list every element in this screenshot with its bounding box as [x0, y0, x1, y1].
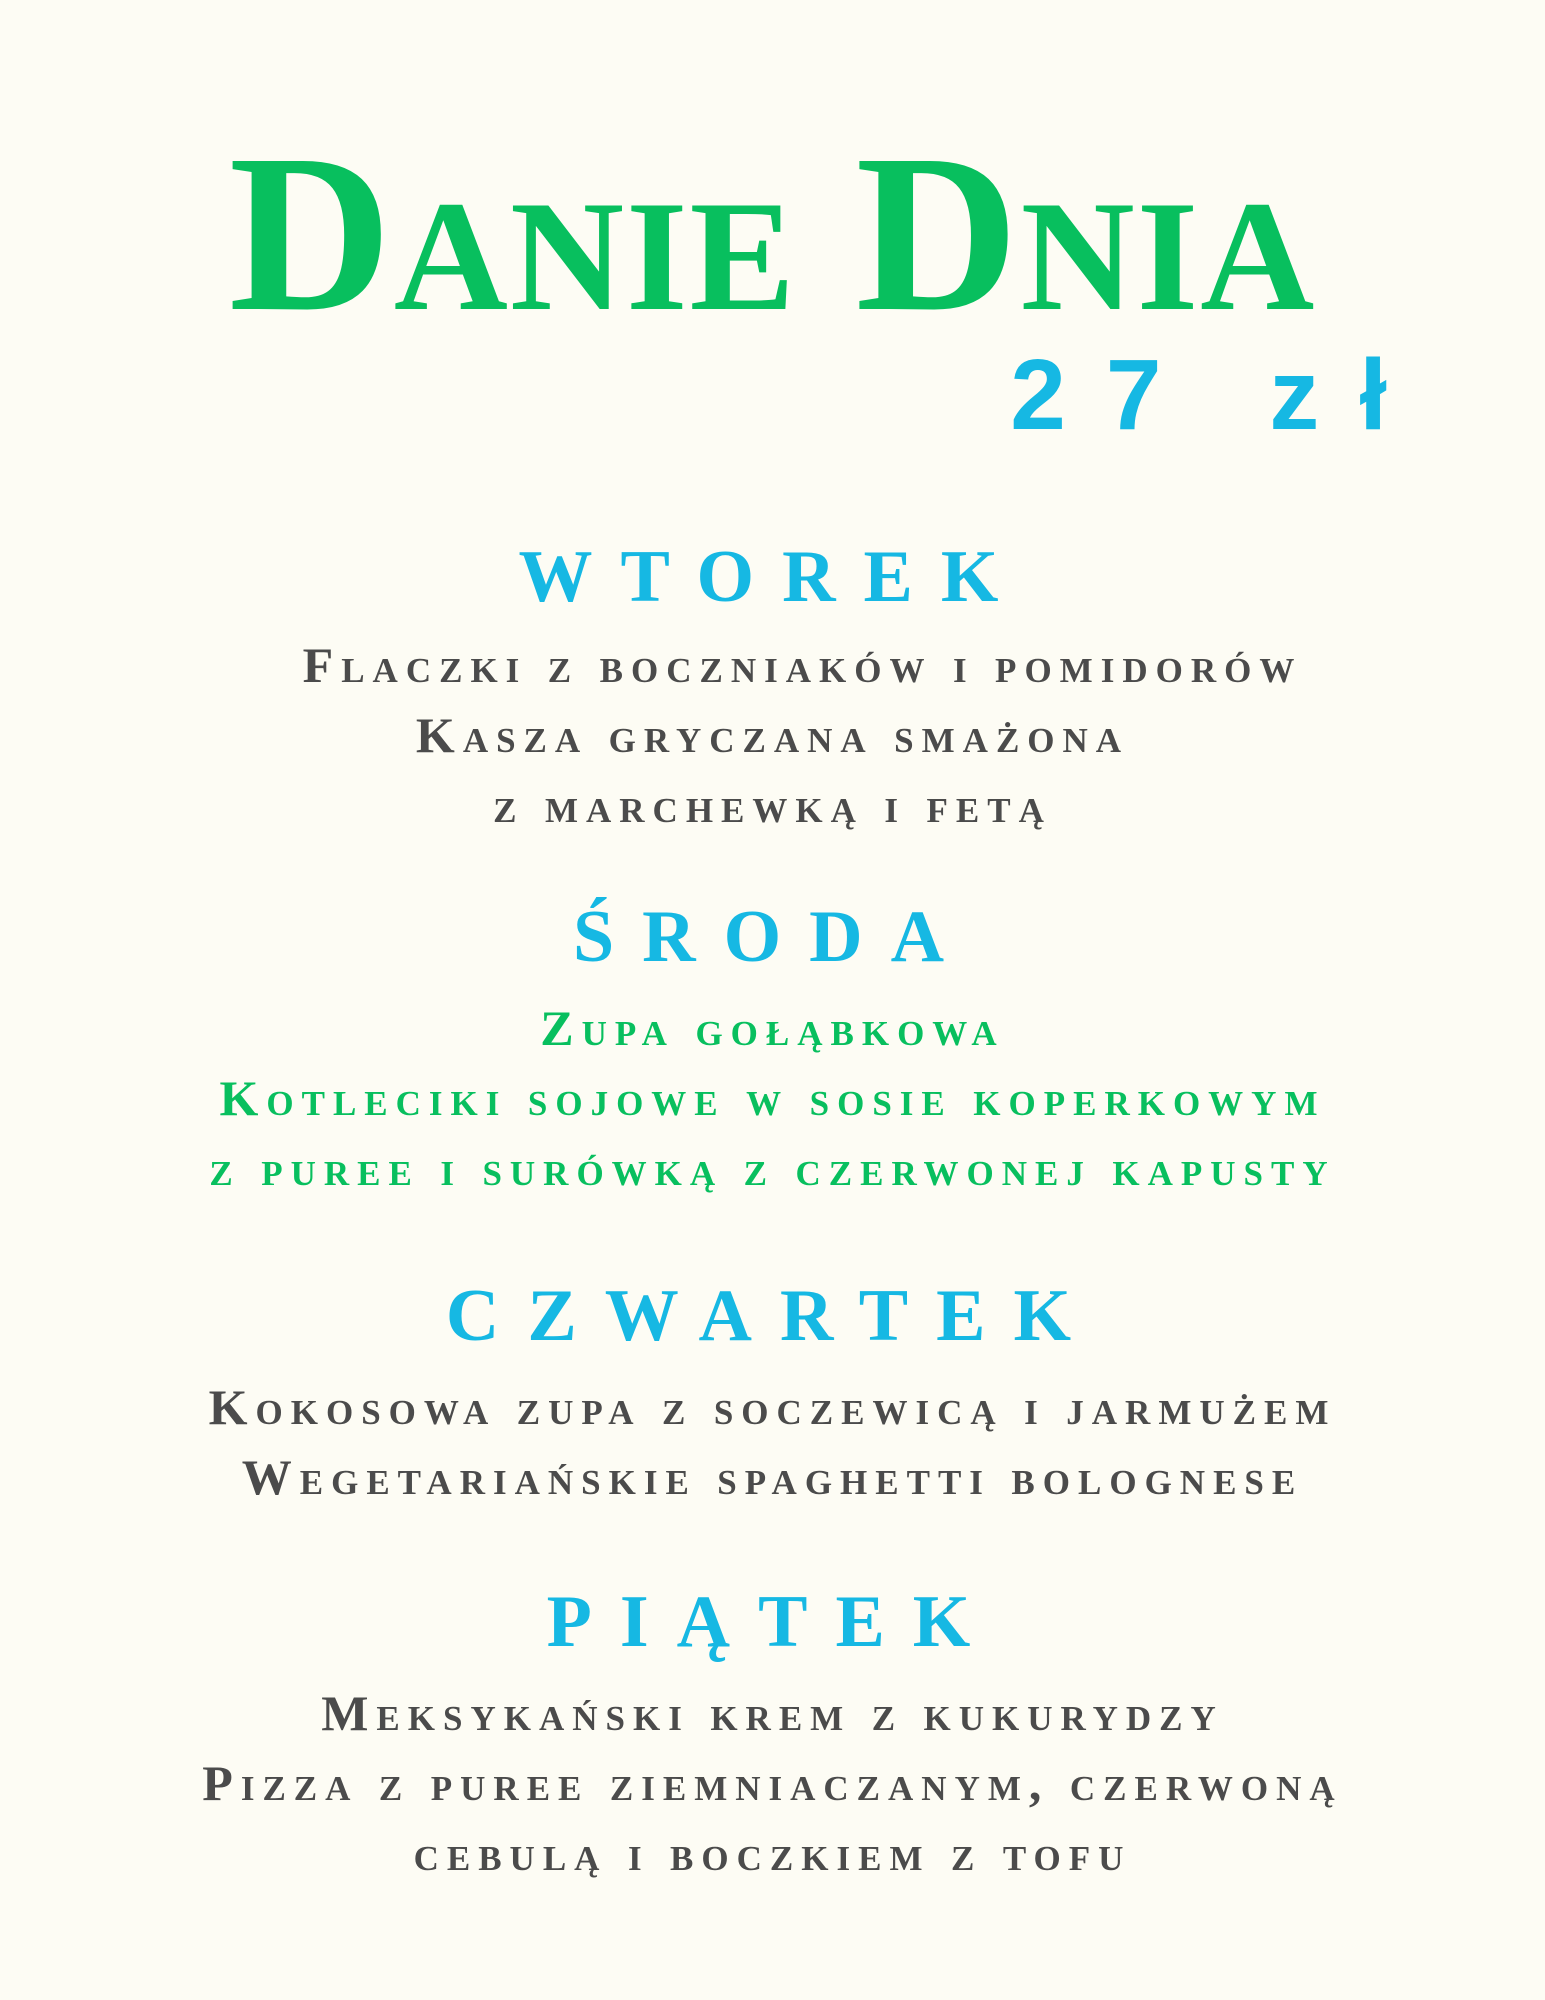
dish-czwartek-2: Wegetariańskie spaghetti bolognese	[241, 1449, 1304, 1505]
dish-sroda-1: Zupa gołąbkowa	[540, 1000, 1005, 1056]
dish-wtorek-3: z marchewką i fetą	[493, 777, 1052, 833]
dish-wtorek-1: Flaczki z boczniaków i pomidorów	[302, 637, 1303, 693]
day-heading-piatek: PIĄTEK	[546, 1581, 999, 1663]
day-heading-wtorek: WTOREK	[518, 536, 1027, 618]
dish-piatek-1: Meksykański krem z kukurydzy	[321, 1685, 1224, 1741]
dish-wtorek-2: Kasza gryczana smażona	[415, 707, 1130, 763]
menu-title: Danie Dnia	[228, 108, 1317, 358]
dish-piatek-2: Pizza z puree ziemniaczanym, czerwoną	[202, 1755, 1343, 1811]
dish-sroda-3: z puree i surówką z czerwonej kapusty	[209, 1140, 1336, 1196]
price-label: 27 zł	[1010, 339, 1427, 451]
dish-czwartek-1: Kokosowa zupa z soczewicą i jarmużem	[208, 1379, 1337, 1435]
day-heading-sroda: ŚRODA	[572, 896, 973, 978]
dish-sroda-2: Kotleciki sojowe w sosie koperkowym	[219, 1070, 1326, 1126]
day-heading-czwartek: CZWARTEK	[445, 1275, 1100, 1357]
dish-piatek-3: cebulą i boczkiem z tofu	[413, 1825, 1132, 1881]
